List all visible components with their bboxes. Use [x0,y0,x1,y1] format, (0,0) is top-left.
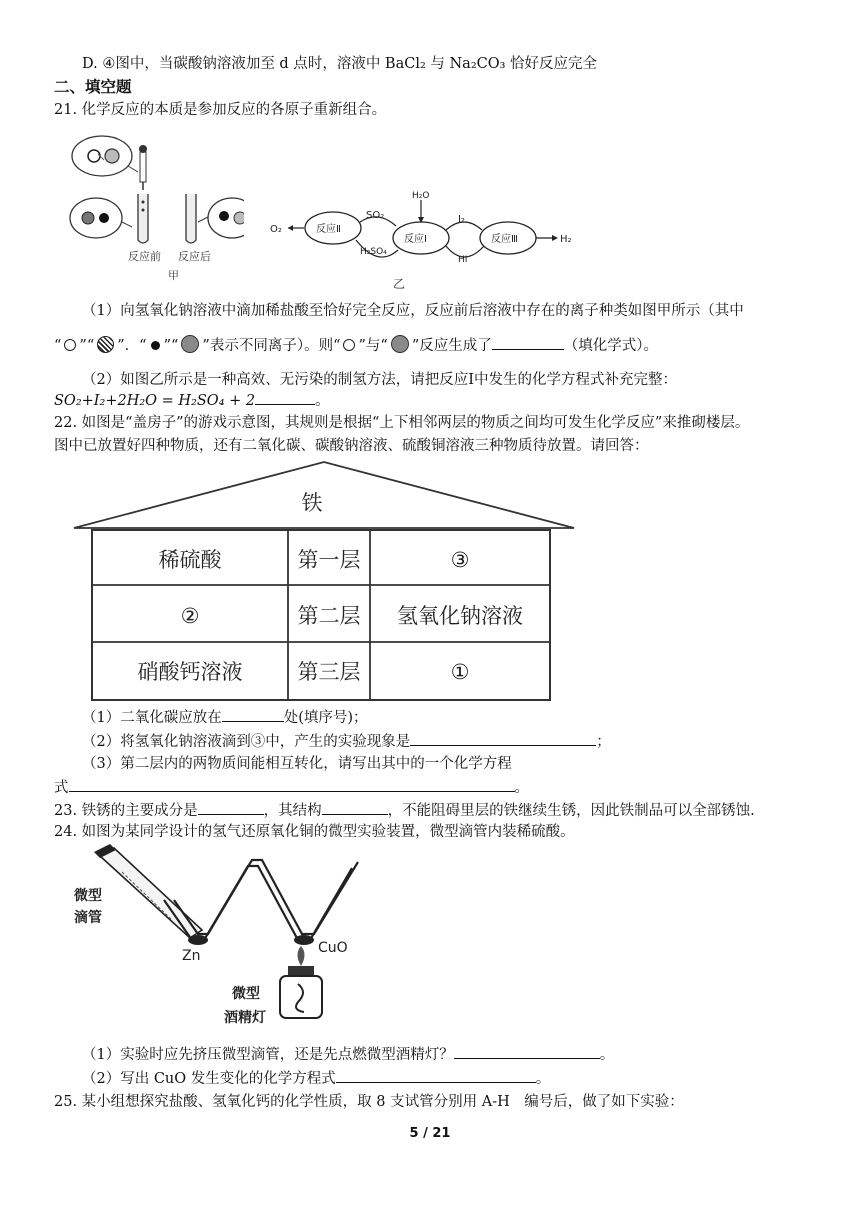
label-h2o: H₂O [412,191,430,201]
ion-bubble-dropper [72,136,132,176]
q22-part3-line2: 式 。 [54,776,529,798]
ion-black-dot-icon [151,341,160,350]
answer-blank-q21-1[interactable] [492,334,564,350]
label-dropper-1: 微型 [74,888,102,904]
ion-open-circle-icon [64,339,76,351]
cell-floor-1: 第一层 [297,548,361,572]
label-hi: HI [458,255,468,265]
q23: 23. 铁锈的主要成分是 ，其结构 ，不能阻碍里层的铁继续生锈，因此铁制品可以全部锈蚀. [54,799,755,821]
q24-part2: （2）写出 CuO 发生变化的化学方程式 。 [82,1067,550,1089]
label-lamp-2: 酒精灯 [224,1010,266,1026]
label-r1: 反应Ⅰ [404,234,427,245]
figure-jia [64,132,244,287]
label-o2: O₂ [270,224,282,235]
q22-stem-2: 图中已放置好四种物质，还有二氧化碳、碳酸钠溶液、硫酸铜溶液三种物质待放置。请回答： [54,438,649,454]
answer-blank-q22-2[interactable] [410,730,596,746]
answer-blank-q22-3[interactable] [69,776,515,792]
q24-part1: （1）实验时应先挤压微型滴管，还是先点燃微型酒精灯？ 。 [82,1043,614,1065]
ion-bubble-before [70,198,122,238]
cell-slot-3: ③ [450,548,470,572]
cell-dilute-sulfuric-acid: 稀硫酸 [158,548,222,572]
cell-sodium-hydroxide: 氢氧化钠溶液 [397,604,523,628]
label-h2: H₂ [560,234,572,245]
label-so2: SO₂ [366,210,385,221]
dropper-icon [139,145,147,190]
label-zn: Zn [182,948,201,964]
answer-blank-q23-1[interactable] [198,799,264,815]
q21-part2-equation: SO₂+I₂+2H₂O = H₂SO₄ + 2 。 [54,389,330,411]
q21-part1-line1: （1）向氢氧化钠溶液中滴加稀盐酸至恰好完全反应，反应前后溶液中存在的离子种类如图甲所示（其中 [82,303,744,319]
q25-stem: 25. 某小组想探究盐酸、氢氧化钙的化学性质，取 8 支试管分别用 A-H 编号后，做了如下实验： [54,1094,684,1110]
test-tube-after [186,194,196,243]
cell-calcium-nitrate: 硝酸钙溶液 [137,660,243,684]
label-dropper-2: 滴管 [74,910,102,926]
q22-part3-line1: （3）第二层内的两物质间能相互转化，请写出其中的一个化学方程 [82,756,512,772]
label-before: 反应前 [128,250,161,263]
ion-hatched-circle-icon [97,336,114,353]
label-r2: 反应Ⅱ [316,224,341,235]
label-r3: 反应Ⅲ [491,234,518,245]
ion-grey-circle-icon [181,335,199,353]
zinc-granules [188,935,208,945]
house-roof [74,462,574,528]
q21-part2-line1: （2）如图乙所示是一种高效、无污染的制氢方法，请把反应Ⅰ中发生的化学方程式补充完整： [82,372,677,388]
apparatus-figure [72,842,362,1030]
roof-label: 铁 [301,491,323,515]
answer-blank-q24-2[interactable] [336,1067,536,1083]
q21-part1-line2: “ ”“ ”．“ ”“ ”表示不同离子）。则“ ”与“ ”反应生成了 （填化学式）。 [54,334,658,356]
cuo-powder [294,935,314,945]
q22-stem-1: 22. 如图是“盖房子”的游戏示意图，其规则是根据“上下相邻两层的物质之间均可发生化学反应”来推砌楼层。 [54,415,750,431]
q20-option-d: D. ④图中，当碳酸钠溶液加至 d 点时，溶液中 BaCl₂ 与 Na₂CO₃ 恰好反应完全 [82,56,598,72]
page-number: 5 / 21 [409,1126,451,1141]
label-h2so4: H₂SO₄ [360,247,387,257]
label-cuo: CuO [318,940,348,956]
house-diagram [70,460,578,704]
figure-yi [268,188,588,296]
caption-yi: 乙 [393,277,406,291]
q22-part2: （2）将氢氧化钠溶液滴到③中，产生的实验现象是 ； [82,730,611,752]
answer-blank-q21-2[interactable] [255,389,315,405]
micro-dropper-icon [94,844,202,938]
q22-part1: （1）二氧化碳应放在 处(填序号)； [82,706,368,728]
q24-stem: 24. 如图为某同学设计的氢气还原氧化铜的微型实验装置，微型滴管内装稀硫酸。 [54,824,575,840]
answer-blank-q24-1[interactable] [454,1043,600,1059]
caption-jia: 甲 [168,269,179,282]
answer-blank-q23-2[interactable] [322,799,388,815]
label-lamp-1: 微型 [232,986,260,1002]
cell-floor-3: 第三层 [297,660,361,684]
alcohol-lamp-icon [280,946,322,1018]
label-after: 反应后 [178,250,211,263]
ion-open-circle-icon [343,339,355,351]
cell-slot-2: ② [180,604,200,628]
cell-slot-1: ① [450,660,470,684]
ion-grey-circle-icon [391,335,409,353]
cell-floor-2: 第二层 [297,604,361,628]
answer-blank-q22-1[interactable] [222,706,284,722]
q21-stem: 21. 化学反应的本质是参加反应的各原子重新组合。 [54,102,387,118]
section-title: 二、填空题 [54,78,132,96]
label-i2: I₂ [458,214,465,225]
